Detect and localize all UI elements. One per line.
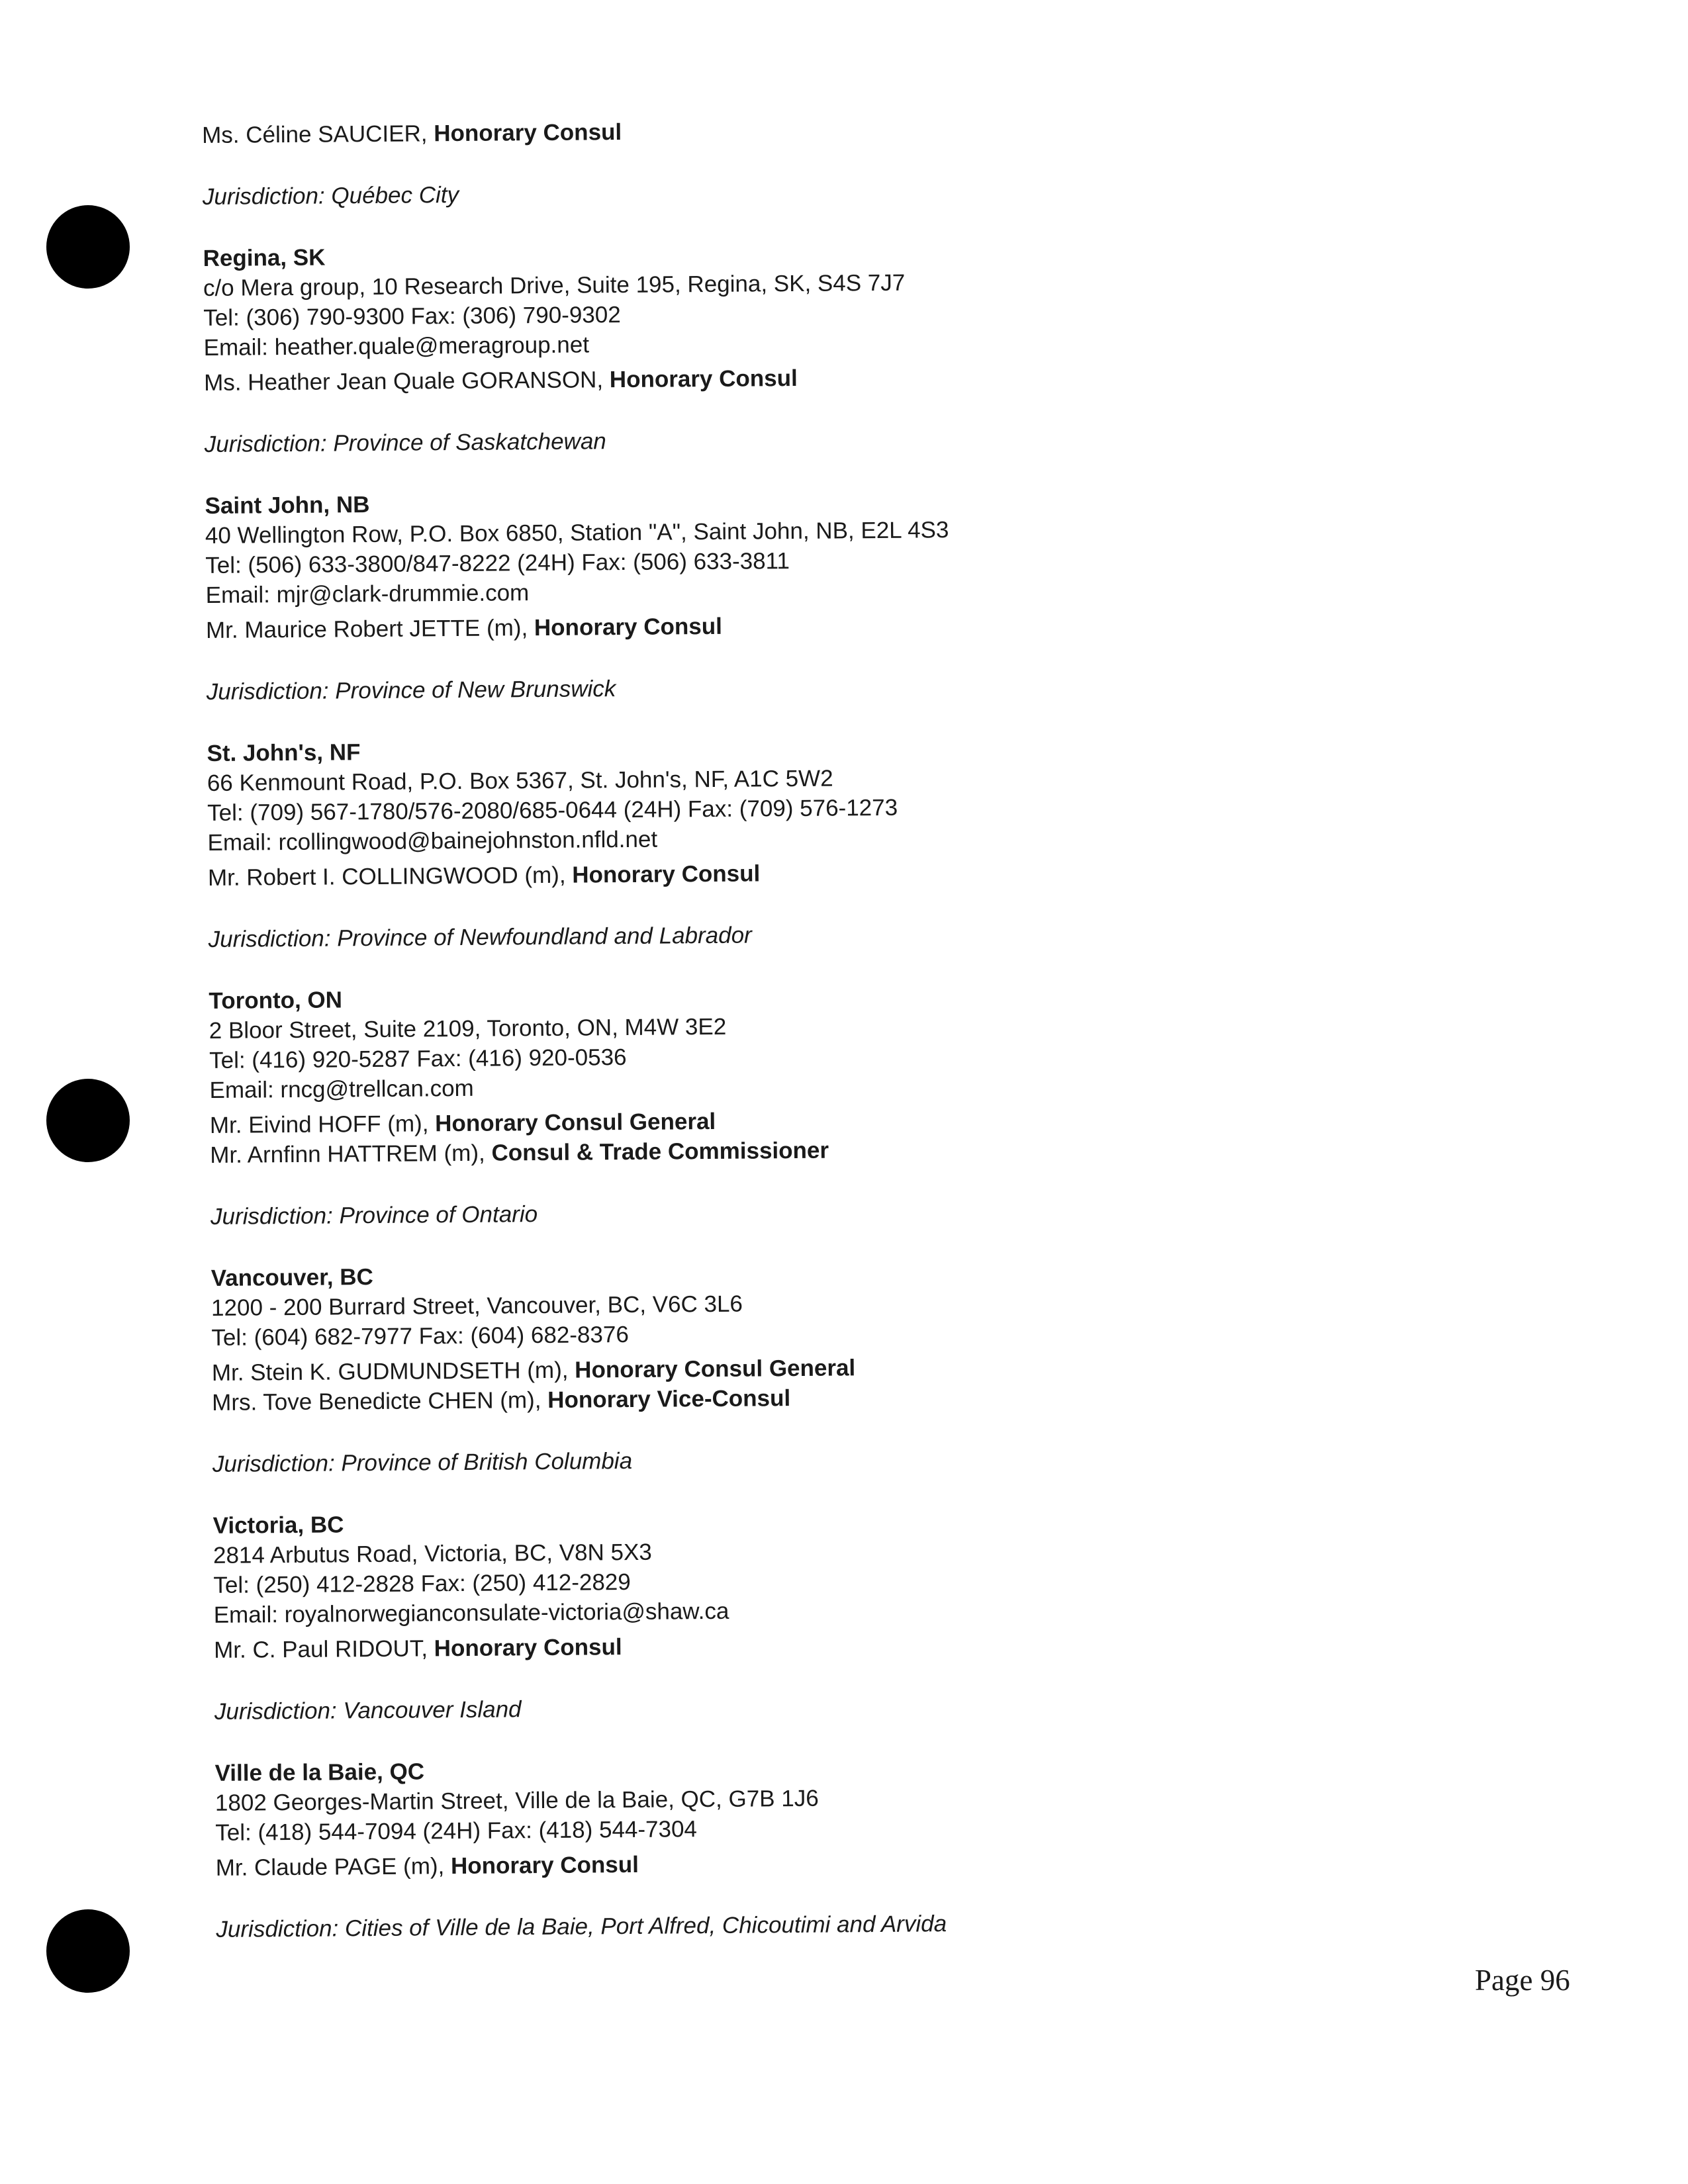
consul-person: [216, 1843, 1440, 1883]
address: 2 Bloor Street, Suite 2109, Toronto, ON, M4W 3E2: [209, 1013, 727, 1044]
consul-name: Mr. C. Paul RIDOUT,: [214, 1635, 434, 1663]
consul-role: Consul & Trade Commissioner: [491, 1137, 829, 1166]
consul-name: Mr. Eivind HOFF (m),: [209, 1111, 436, 1138]
consulate-entry: [207, 729, 1433, 954]
email: Email: rcollingwood@bainejohnston.nfld.net: [207, 826, 658, 856]
consulate-entry: [214, 1749, 1440, 1944]
consul-person: [206, 606, 1430, 645]
phone-fax: Tel: (418) 544-7094 (24H) Fax: (418) 544-7304: [215, 1816, 698, 1846]
consul-role: Honorary Consul: [609, 365, 798, 393]
consulate-entry: [205, 481, 1431, 707]
consulate-listing: [202, 111, 1441, 1944]
consul-name: Mr. Maurice Robert JETTE (m),: [205, 615, 535, 643]
jurisdiction: Jurisdiction: Province of British Columbia: [212, 1447, 633, 1477]
address: 1200 - 200 Burrard Street, Vancouver, BC, V6C 3L6: [211, 1291, 743, 1321]
jurisdiction: Jurisdiction: Province of Newfoundland and Labrador: [208, 922, 752, 952]
jurisdiction: Jurisdiction: Québec City: [202, 181, 459, 210]
email: Email: mjr@clark-drummie.com: [205, 580, 530, 608]
consul-person: [214, 1625, 1438, 1665]
consul-name: Mr. Robert I. COLLINGWOOD (m),: [207, 862, 573, 891]
email: Email: heather.quale@meragroup.net: [203, 332, 590, 361]
jurisdiction: Jurisdiction: Vancouver Island: [214, 1696, 522, 1725]
city-heading: Saint John, NB: [205, 492, 370, 519]
phone-fax: Tel: (506) 633-3800/847-8222 (24H) Fax: (506) 633-3811: [205, 548, 790, 578]
address: 40 Wellington Row, P.O. Box 6850, Station "A", Saint John, NB, E2L 4S3: [205, 517, 949, 549]
consul-name: Mr. Claude PAGE (m),: [215, 1853, 451, 1881]
consul-name: Ms. Céline SAUCIER,: [202, 120, 434, 148]
address: 2814 Arbutus Road, Victoria, BC, V8N 5X3: [212, 1539, 652, 1569]
consulate-entry: [211, 1253, 1438, 1479]
phone-fax: Tel: (250) 412-2828 Fax: (250) 412-2829: [213, 1569, 631, 1598]
punch-hole: [46, 205, 130, 289]
consulate-entry: [203, 234, 1429, 459]
consul-role: Honorary Consul: [534, 613, 723, 641]
page-number: Page 96: [1475, 1964, 1570, 1997]
city-heading: Regina, SK: [203, 244, 326, 271]
consulate-entry: [213, 1501, 1440, 1727]
address: 1802 Georges-Martin Street, Ville de la Baie, QC, G7B 1J6: [214, 1785, 819, 1816]
city-heading: Ville de la Baie, QC: [214, 1758, 425, 1786]
jurisdiction: Jurisdiction: Cities of Ville de la Baie, Port Alfred, Chicoutimi and Arvida: [216, 1911, 947, 1942]
address: 66 Kenmount Road, P.O. Box 5367, St. John's, NF, A1C 5W2: [207, 765, 833, 796]
phone-fax: Tel: (416) 920-5287 Fax: (416) 920-0536: [209, 1044, 627, 1073]
consul-person: [208, 853, 1432, 893]
jurisdiction: Jurisdiction: Province of Ontario: [210, 1201, 538, 1230]
address: c/o Mera group, 10 Research Drive, Suite 195, Regina, SK, S4S 7J7: [203, 269, 906, 301]
email: Email: rncg@trellcan.com: [209, 1075, 474, 1103]
city-heading: Toronto, ON: [209, 987, 343, 1014]
consul-person: [202, 111, 1427, 150]
punch-hole: [46, 1079, 130, 1162]
phone-fax: Tel: (306) 790-9300 Fax: (306) 790-9302: [203, 302, 621, 331]
phone-fax: Tel: (604) 682-7977 Fax: (604) 682-8376: [211, 1321, 629, 1351]
consul-role: Honorary Consul: [572, 860, 761, 888]
consul-person: [204, 358, 1429, 398]
punch-hole: [46, 1909, 130, 1993]
consul-role: Honorary Consul: [450, 1851, 639, 1880]
city-heading: St. John's, NF: [207, 739, 361, 766]
consul-name: Mr. Stein K. GUDMUNDSETH (m),: [211, 1357, 575, 1386]
consul-name: Mrs. Tove Benedicte CHEN (m),: [212, 1387, 548, 1416]
jurisdiction: Jurisdiction: Province of New Brunswick: [206, 676, 616, 705]
consul-role: Honorary Consul: [434, 119, 622, 147]
consul-role: Honorary Consul General: [435, 1108, 716, 1137]
consul-name: Mr. Arnfinn HATTREM (m),: [210, 1140, 492, 1168]
email: Email: royalnorwegianconsulate-victoria@shaw.ca: [213, 1598, 729, 1628]
consul-role: Honorary Vice-Consul: [547, 1385, 791, 1413]
consul-role: Honorary Consul General: [575, 1355, 856, 1383]
consulate-entry: [209, 976, 1435, 1232]
consul-name: Ms. Heather Jean Quale GORANSON,: [203, 367, 610, 396]
city-heading: Vancouver, BC: [211, 1264, 373, 1291]
city-heading: Victoria, BC: [212, 1512, 344, 1539]
jurisdiction: Jurisdiction: Province of Saskatchewan: [204, 428, 606, 457]
phone-fax: Tel: (709) 567-1780/576-2080/685-0644 (24H) Fax: (709) 576-1273: [207, 794, 898, 826]
consul-role: Honorary Consul: [434, 1634, 622, 1662]
